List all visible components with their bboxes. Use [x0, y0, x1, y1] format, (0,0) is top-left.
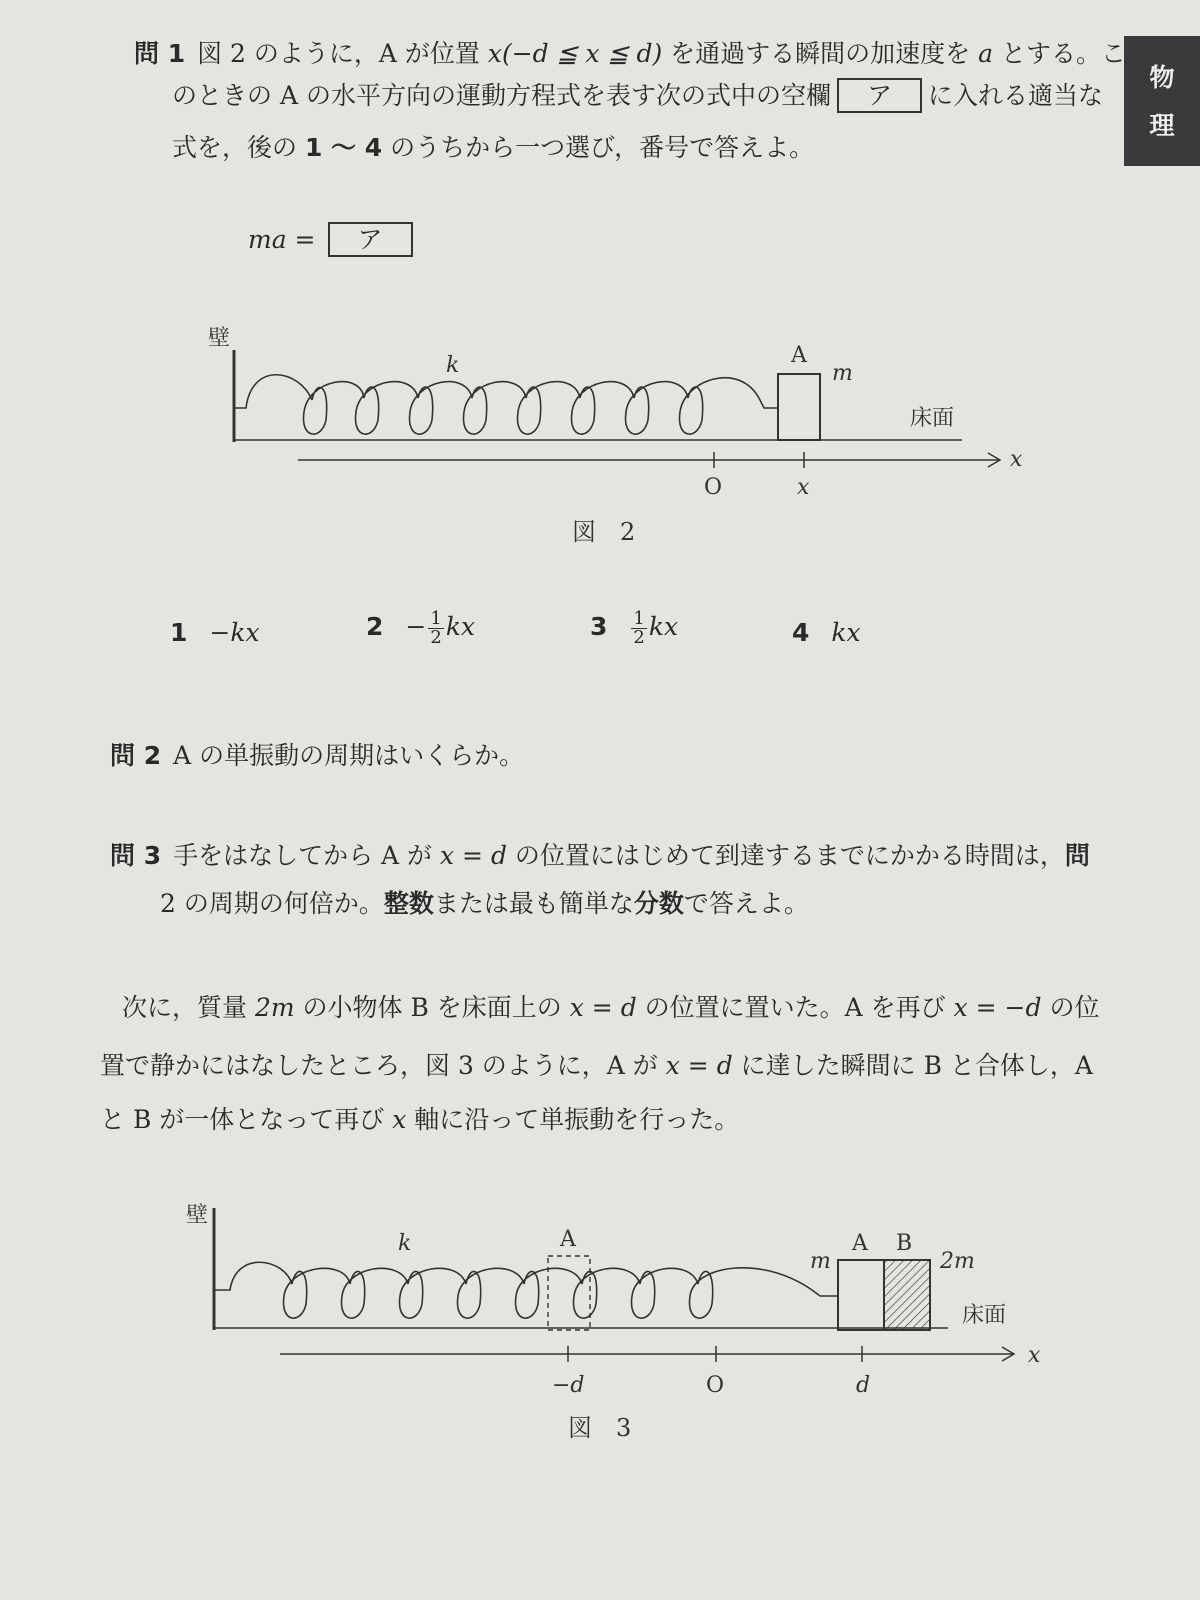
fraction-numerator: 1 [633, 608, 645, 629]
origin-label: O [706, 1373, 725, 1398]
q3-eq: x = d [440, 841, 507, 870]
choice-2 [366, 610, 475, 647]
wall-label: 壁 [186, 1203, 209, 1228]
q3-text: または最も簡単な [433, 889, 634, 918]
choice-4 [792, 618, 861, 647]
para-eq: x = d [665, 1051, 733, 1080]
mass-b-label: 2m [940, 1249, 975, 1274]
figure-2 [208, 326, 1023, 546]
q3-label: 問 3 [110, 841, 162, 870]
q3-text: の位置にはじめて到達するまでにかかる時間は， [506, 841, 1065, 870]
q3-line-1 [110, 836, 1090, 872]
choice-fraction [631, 610, 646, 647]
q1-text: を通過する瞬間の加速度を [662, 39, 979, 68]
figure-3-caption: 図 3 [568, 1414, 632, 1442]
q2-label: 問 2 [110, 741, 162, 770]
para-text: 置で静かにはなしたところ，図 3 のように，A が [100, 1051, 666, 1080]
wall-label: 壁 [208, 326, 231, 351]
choice-sign: − [209, 618, 231, 647]
q3-emphasis: 分数 [633, 889, 684, 918]
q1-text: 図 2 のように，A が位置 [197, 39, 488, 68]
q1-text: に入れる適当な [927, 81, 1103, 110]
block-a [778, 374, 820, 440]
choice-number: 3 [590, 612, 608, 641]
para-text: と B が一体となって再び [100, 1105, 393, 1134]
para-text: の位 [1041, 993, 1100, 1022]
q1-var-a: a [978, 39, 994, 68]
answer-blank-a: ア [837, 78, 922, 113]
spring [234, 375, 778, 434]
q1-label: 問 1 [134, 39, 186, 68]
para-text: 次に，質量 [122, 993, 255, 1022]
para-text: に達した瞬間に B と合体し，A [732, 1051, 1093, 1080]
para-line-2 [100, 1046, 1093, 1082]
q1-text: のときの A の水平方向の運動方程式を表す次の式中の空欄 [172, 81, 831, 110]
q1-var: x(−d ≦ x ≦ d) [487, 39, 663, 68]
q3-text: 手をはなしてから A が [173, 841, 441, 870]
fraction-numerator: 1 [430, 608, 442, 629]
para-line-3 [100, 1100, 739, 1136]
x-axis-label: x [1010, 447, 1023, 472]
choice-expr: kx [648, 612, 679, 641]
ghost-a-label: A [560, 1227, 576, 1252]
choice-range: 1 〜 4 [304, 133, 383, 162]
q1-text: のうちから一つ選び，番号で答えよ。 [382, 133, 815, 162]
block-a [838, 1260, 884, 1330]
choice-expr: kx [445, 612, 476, 641]
choice-number: 2 [366, 612, 384, 641]
equation-blank: ア [328, 222, 413, 257]
origin-label: O [704, 475, 723, 500]
choice-sign: − [405, 612, 427, 641]
block-a-label: A [852, 1231, 868, 1256]
spring-constant-label: k [398, 1231, 412, 1256]
block-b [884, 1260, 930, 1330]
fraction-denominator: 2 [430, 627, 442, 648]
q3-line-2 [160, 884, 809, 920]
tick-d-label: d [856, 1373, 871, 1398]
floor-label: 床面 [910, 406, 955, 431]
para-text: 軸に沿って単振動を行った。 [406, 1105, 740, 1134]
mass-a-label: m [810, 1249, 831, 1274]
q3-text-bold: 問 [1064, 841, 1090, 870]
subject-tab-char: 物 [1149, 63, 1175, 92]
choice-1 [170, 618, 260, 647]
spring-constant-label: k [446, 353, 460, 378]
choice-expr: kx [230, 618, 260, 647]
para-eq: x = d [569, 993, 637, 1022]
equation-lhs: ma = [248, 225, 316, 254]
choice-expr: kx [831, 618, 861, 647]
block-a-label: A [791, 343, 807, 368]
figure-2-caption: 図 2 [572, 518, 636, 546]
mass-label: m [832, 361, 853, 386]
q3-text: で答えよ。 [683, 889, 809, 918]
fraction-denominator: 2 [633, 627, 645, 648]
q3-emphasis: 整数 [383, 889, 434, 918]
choice-3 [590, 610, 678, 647]
q3-text: 2 の周期の何倍か。 [160, 889, 384, 918]
tick-neg-d-label: −d [552, 1373, 585, 1398]
para-var: 2m [254, 993, 295, 1022]
q2-line [110, 736, 524, 772]
q2-text: A の単振動の周期はいくらか。 [173, 741, 525, 770]
figure-3 [186, 1203, 1041, 1442]
floor-label: 床面 [962, 1303, 1007, 1328]
choice-number: 4 [792, 618, 810, 647]
block-b-label: B [896, 1231, 913, 1256]
para-eq: x = −d [953, 993, 1042, 1022]
choice-fraction [428, 610, 443, 647]
x-axis-label: x [1028, 1343, 1041, 1368]
position-label: x [797, 475, 810, 500]
q1-text: とする。こ [993, 39, 1126, 68]
q1-text: 式を，後の [172, 133, 305, 162]
para-var: x [392, 1105, 407, 1134]
para-line-1 [122, 988, 1099, 1024]
para-text: の位置に置いた。A を再び [636, 993, 954, 1022]
spring [214, 1262, 838, 1318]
para-text: の小物体 B を床面上の [294, 993, 570, 1022]
subject-tab-char: 理 [1149, 110, 1175, 140]
choice-number: 1 [170, 618, 188, 647]
